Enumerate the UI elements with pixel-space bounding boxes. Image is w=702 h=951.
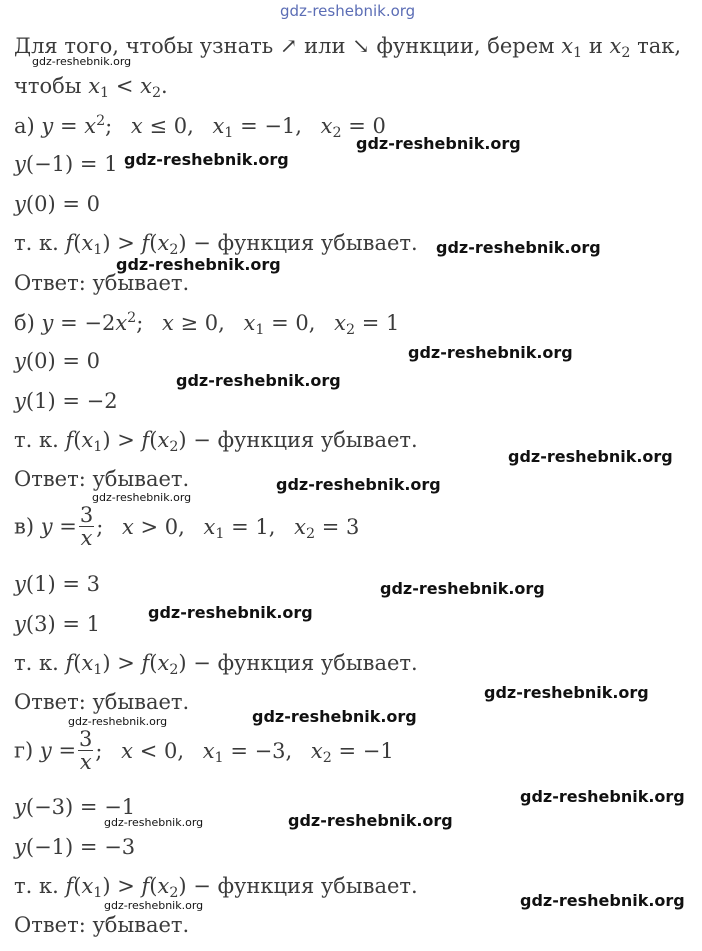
watermark: gdz-reshebnik.org xyxy=(124,150,289,169)
fraction-3-over-x: $\frac{3}{x}$ xyxy=(79,503,94,550)
part-v-value-1: y(1) = 3 xyxy=(14,572,100,596)
part-a-value-1: y(−1) = 1 xyxy=(14,152,118,176)
increasing-arrow-icon: ↗ xyxy=(279,34,298,58)
part-v-conclusion: т. к. $f(x_1) > f(x_2)$ − функция убывает. xyxy=(14,651,418,678)
watermark: gdz-reshebnik.org xyxy=(408,343,573,362)
watermark: gdz-reshebnik.org xyxy=(508,447,673,466)
part-a-condition: а) $y = x^2$; x ≤ 0, $x_1 = -1$, $x_2 = 0$ xyxy=(14,113,386,141)
intro-line-1: Для того, чтобы узнать ↗ или ↘ функции, берем $x_1$ и $x_2$ так, xyxy=(14,34,682,61)
watermark: gdz-reshebnik.org xyxy=(104,899,204,912)
x1-symbol: $x_1$ xyxy=(561,34,583,61)
part-b-value-1: y(0) = 0 xyxy=(14,349,100,373)
watermark: gdz-reshebnik.org xyxy=(116,255,281,274)
part-g-value-1: y(−3) = −1 xyxy=(14,795,136,819)
part-v-condition: в) y = $\frac{3}{x}$ ; x > 0, $x_1 = 1$, $x_2 = 3$ xyxy=(14,503,360,550)
watermark: gdz-reshebnik.org xyxy=(68,715,168,728)
watermark: gdz-reshebnik.org xyxy=(520,787,685,806)
part-a-formula: $y = x^2$; x ≤ 0, $x_1 = -1$, $x_2 = 0$ xyxy=(41,113,386,141)
watermark: gdz-reshebnik.org xyxy=(288,811,453,830)
part-b-condition: б) $y = -2x^2$; x ≥ 0, $x_1 = 0$, $x_2 = 1$ xyxy=(14,310,400,338)
watermark: gdz-reshebnik.org xyxy=(176,371,341,390)
watermark: gdz-reshebnik.org xyxy=(148,603,313,622)
fraction-3-over-x: $\frac{3}{x}$ xyxy=(79,727,93,774)
part-g-formula: y = xyxy=(39,738,77,763)
watermark: gdz-reshebnik.org xyxy=(484,683,649,702)
part-a-answer: Ответ: убывает. xyxy=(14,271,190,295)
part-a-value-2: y(0) = 0 xyxy=(14,192,100,216)
part-b-value-2: y(1) = −2 xyxy=(14,389,118,413)
watermark: gdz-reshebnik.org xyxy=(436,238,601,257)
part-v-formula: y = xyxy=(40,514,77,539)
watermark: gdz-reshebnik.org xyxy=(32,55,132,68)
part-g-condition: г) y = $\frac{3}{x}$ ; x < 0, $x_1 = -3$, $x_2 = -1$ xyxy=(14,727,394,774)
part-v-answer: Ответ: убывает. xyxy=(14,690,190,714)
part-g-conclusion: т. к. $f(x_1) > f(x_2)$ − функция убывает. xyxy=(14,874,418,901)
watermark: gdz-reshebnik.org xyxy=(356,134,521,153)
x2-symbol: $x_2$ xyxy=(609,34,631,61)
part-a-conclusion: т. к. $f(x_1) > f(x_2)$ − функция убывает. xyxy=(14,231,418,258)
intro-text-1: Для того, чтобы узнать xyxy=(14,34,274,58)
watermark: gdz-reshebnik.org xyxy=(520,891,685,910)
header-watermark[interactable]: gdz-reshebnik.org xyxy=(280,2,416,20)
intro-line-2: чтобы $x_1 < x_2$. xyxy=(14,74,168,101)
part-g-answer: Ответ: убывает. xyxy=(14,913,190,937)
decreasing-arrow-icon: ↘ xyxy=(352,34,370,58)
part-v-value-2: y(3) = 1 xyxy=(14,612,100,636)
watermark: gdz-reshebnik.org xyxy=(276,475,441,494)
part-g-value-2: y(−1) = −3 xyxy=(14,835,136,859)
watermark: gdz-reshebnik.org xyxy=(104,816,204,829)
part-b-answer: Ответ: убывает. xyxy=(14,467,190,491)
part-b-conclusion: т. к. $f(x_1) > f(x_2)$ − функция убывает. xyxy=(14,428,418,455)
inequality-x1-lt-x2: $x_1 < x_2$. xyxy=(88,74,168,101)
part-b-formula: $y = -2x^2$; x ≥ 0, $x_1 = 0$, $x_2 = 1$ xyxy=(41,310,400,338)
watermark: gdz-reshebnik.org xyxy=(380,579,545,598)
watermark: gdz-reshebnik.org xyxy=(252,707,417,726)
watermark: gdz-reshebnik.org xyxy=(92,491,192,504)
